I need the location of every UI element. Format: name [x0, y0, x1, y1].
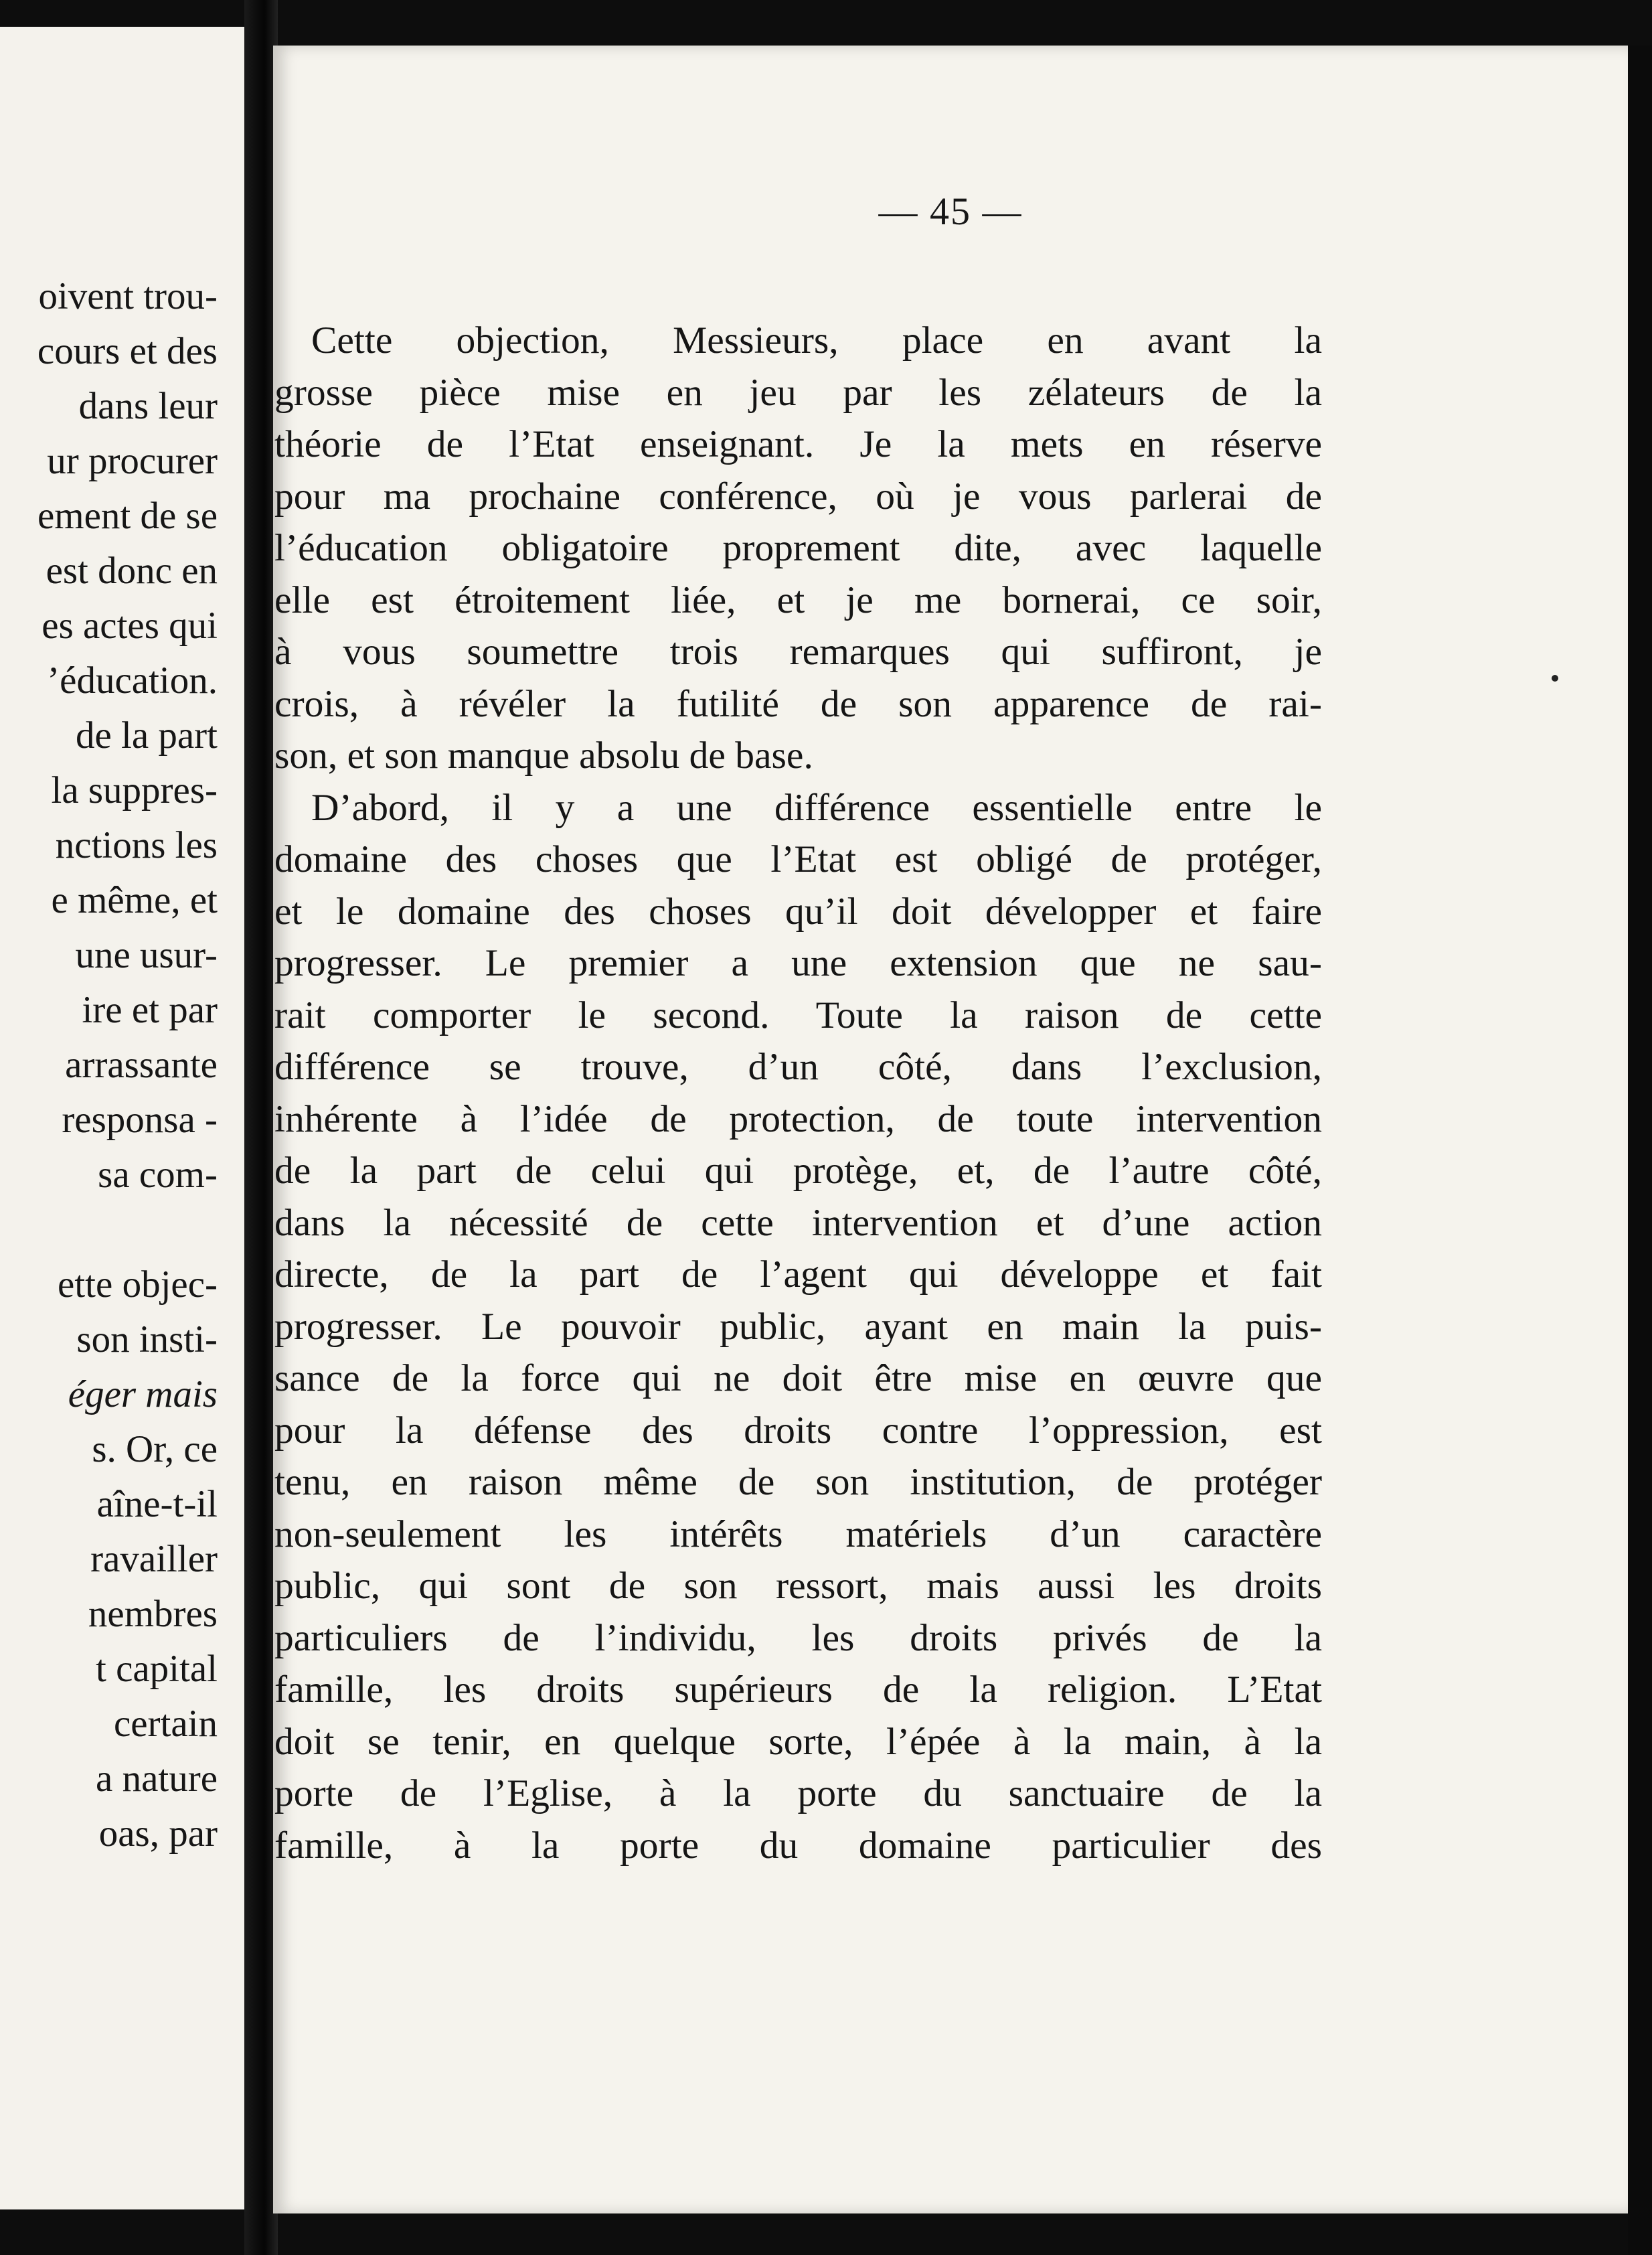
- page-number: — 45 —: [878, 189, 1023, 233]
- text-line: progresser. Le pouvoir public, ayant en main la puis-: [274, 1305, 1322, 1348]
- facing-line: une usur-: [75, 934, 218, 976]
- text-line: pour ma prochaine conférence, où je vous parlerai de: [274, 475, 1322, 518]
- page-right: [273, 46, 1628, 2213]
- text-line: théorie de l’Etat enseignant. Je la mets en réserve: [274, 423, 1322, 465]
- facing-line: nembres: [88, 1593, 218, 1635]
- text-line: pour la défense des droits contre l’oppression, est: [274, 1409, 1322, 1452]
- facing-line: oivent trou-: [38, 275, 218, 317]
- facing-line: e même, et: [51, 879, 218, 921]
- facing-line: de la part: [75, 714, 218, 757]
- facing-line: la suppres-: [51, 769, 218, 811]
- text-line: à vous soumettre trois remarques qui suffiront, je: [274, 631, 1322, 673]
- facing-line: cours et des: [37, 330, 218, 372]
- facing-page-left: [0, 27, 244, 2209]
- text-line: son, et son manque absolu de base.: [274, 734, 813, 777]
- text-line: public, qui sont de son ressort, mais aussi les droits: [274, 1565, 1322, 1607]
- text-line: famille, les droits supérieurs de la religion. L’Etat: [274, 1668, 1322, 1711]
- text-line: différence se trouve, d’un côté, dans l’exclusion,: [274, 1046, 1322, 1088]
- text-line: Cette objection, Messieurs, place en avant la: [311, 319, 1322, 362]
- text-line: directe, de la part de l’agent qui développe et fait: [274, 1253, 1322, 1296]
- facing-line: s. Or, ce: [92, 1428, 218, 1470]
- text-line: dans la nécessité de cette intervention et d’une action: [274, 1201, 1322, 1244]
- facing-line: son insti-: [76, 1318, 218, 1360]
- facing-line: t capital: [96, 1648, 218, 1690]
- facing-line: certain: [113, 1703, 218, 1745]
- facing-page-text: [0, 269, 218, 1861]
- facing-line: nctions les: [55, 824, 218, 866]
- text-line: rait comporter le second. Toute la raison de cette: [274, 994, 1322, 1036]
- text-line: famille, à la porte du domaine particulier des: [274, 1824, 1322, 1867]
- text-line: non-seulement les intérêts matériels d’un caractère: [274, 1512, 1322, 1555]
- facing-line: éger mais: [68, 1373, 218, 1415]
- facing-line: aîne-t-il: [96, 1483, 218, 1525]
- text-line: progresser. Le premier a une extension que ne sau-: [274, 942, 1322, 984]
- text-line: inhérente à l’idée de protection, de toute intervention: [274, 1097, 1322, 1140]
- facing-line: ire et par: [82, 989, 218, 1031]
- text-line: elle est étroitement liée, et je me bornerai, ce soir,: [274, 578, 1322, 621]
- text-line: doit se tenir, en quelque sorte, l’épée à la main, à la: [274, 1720, 1322, 1763]
- facing-line: dans leur: [78, 385, 218, 427]
- facing-line-gap: [0, 1202, 218, 1257]
- facing-line: responsa -: [62, 1099, 218, 1141]
- text-line: domaine des choses que l’Etat est obligé de protéger,: [274, 838, 1322, 880]
- text-line: tenu, en raison même de son institution, de protéger: [274, 1461, 1322, 1503]
- paragraph: [274, 782, 1322, 1872]
- text-line: sance de la force qui ne doit être mise en œuvre que: [274, 1357, 1322, 1399]
- facing-line: est donc en: [46, 550, 218, 592]
- facing-line: ’éducation.: [47, 659, 218, 702]
- facing-line: ur procurer: [47, 440, 218, 482]
- text-line: de la part de celui qui protège, et, de l’autre côté,: [274, 1150, 1322, 1192]
- facing-line: ement de se: [37, 495, 218, 537]
- text-line: D’abord, il y a une différence essentielle entre le: [311, 786, 1322, 829]
- facing-line: sa com-: [98, 1154, 218, 1196]
- facing-line: oas, par: [98, 1812, 218, 1855]
- facing-line: ravailler: [90, 1538, 218, 1580]
- text-line: crois, à révéler la futilité de son apparence de rai-: [274, 682, 1322, 725]
- facing-line: arrassante: [65, 1044, 218, 1086]
- body-text: [274, 315, 1322, 1871]
- page-edge-shadow: [1628, 46, 1652, 2255]
- facing-line: a nature: [96, 1758, 218, 1800]
- text-line: grosse pièce mise en jeu par les zélateurs de la: [274, 371, 1322, 414]
- text-line: porte de l’Eglise, à la porte du sanctuaire de la: [274, 1772, 1322, 1814]
- text-line: et le domaine des choses qu’il doit développer et faire: [274, 890, 1322, 933]
- ink-speck: [1552, 675, 1558, 682]
- text-line: particuliers de l’individu, les droits privés de la: [274, 1616, 1322, 1659]
- facing-line: ette objec-: [58, 1263, 218, 1306]
- paragraph: [274, 315, 1322, 782]
- facing-line: es actes qui: [42, 605, 218, 647]
- text-line: l’éducation obligatoire proprement dite, avec laquelle: [274, 527, 1322, 569]
